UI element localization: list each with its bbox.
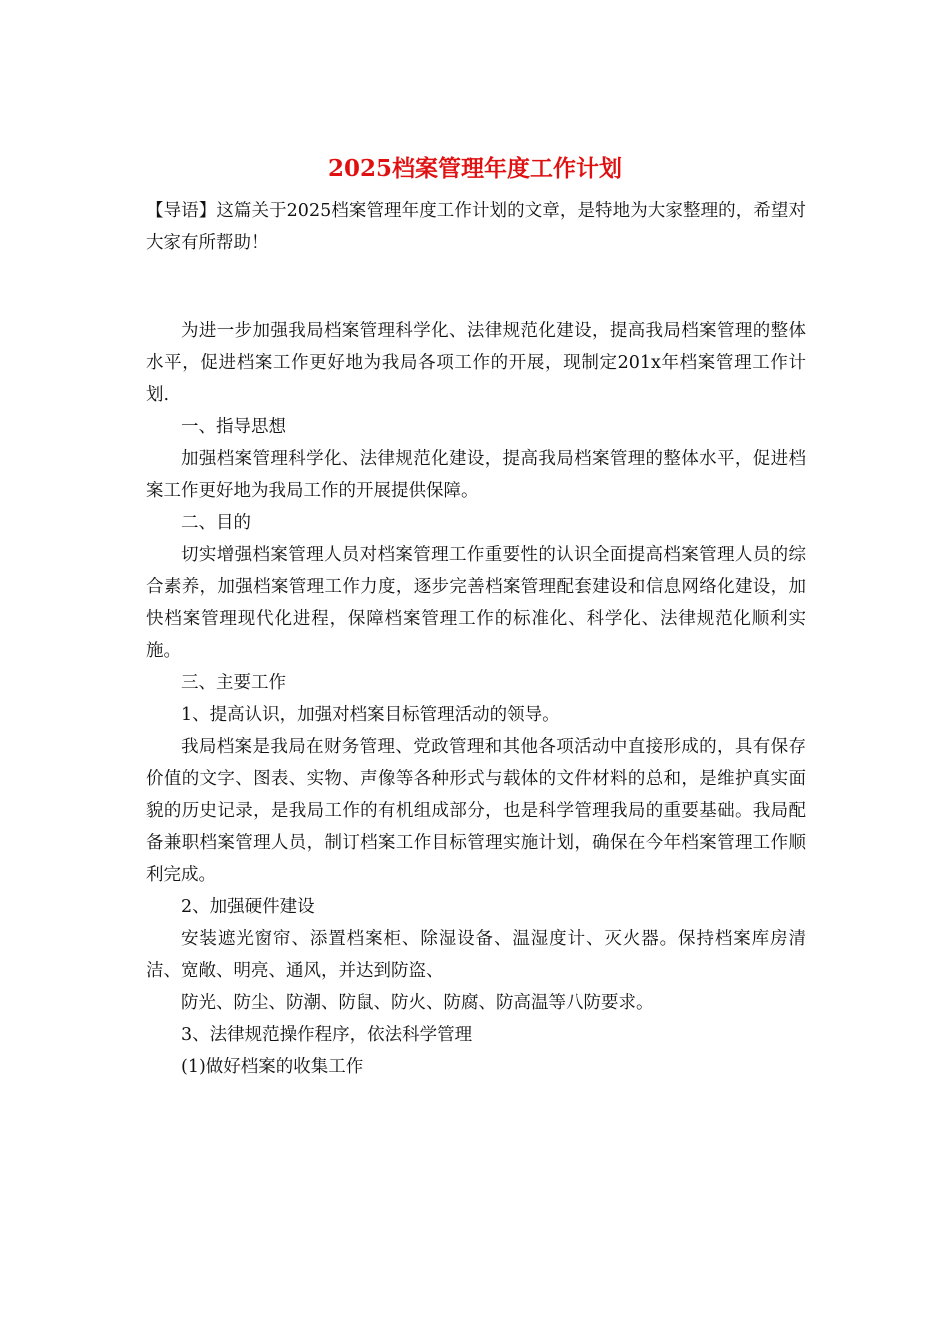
- heading-main-work: 三、主要工作: [181, 673, 286, 693]
- paragraph-opening: 为进一步加强我局档案管理科学化、法律规范化建设，提高我局档案管理的整体水平，促进档案工作更好地为我局各项工作的开展，现制定201x年档案管理工作计划.: [146, 321, 806, 405]
- heading-purpose: 二、目的: [181, 513, 251, 533]
- subheading-awareness: 1、提高认识，加强对档案目标管理活动的领导。: [181, 705, 560, 725]
- subheading-hardware: 2、加强硬件建设: [181, 897, 315, 917]
- subheading-procedures: 3、法律规范操作程序，依法科学管理: [181, 1025, 473, 1045]
- intro-paragraph: 【导语】这篇关于2025档案管理年度工作计划的文章，是特地为大家整理的，希望对大家有所帮助！: [146, 201, 806, 253]
- subheading-collection: (1)做好档案的收集工作: [181, 1057, 364, 1077]
- document-body: [146, 195, 806, 1083]
- heading-guiding-thought: 一、指导思想: [181, 417, 286, 437]
- paragraph-eight-protections: 防光、防尘、防潮、防鼠、防火、防腐、防高温等八防要求。: [181, 993, 654, 1013]
- paragraph-archives: 我局档案是我局在财务管理、党政管理和其他各项活动中直接形成的，具有保存价值的文字、图表、实物、声像等各种形式与载体的文件材料的总和，是维护真实面貌的历史记录，是我局工作的有机组成部分，也是科学管理我局的重要基础。我局配备兼职档案管理人员，制订档案工作目标管理实施计划，确保在今年档案管理工作顺利完成。: [146, 737, 806, 885]
- paragraph-hardware: 安装遮光窗帘、添置档案柜、除湿设备、温湿度计、灭火器。保持档案库房清洁、宽敞、明亮、通风，并达到防盗、: [146, 929, 806, 981]
- paragraph-guiding-thought: 加强档案管理科学化、法律规范化建设，提高我局档案管理的整体水平，促进档案工作更好地为我局工作的开展提供保障。: [146, 449, 806, 501]
- document-title: 2025档案管理年度工作计划: [327, 155, 622, 182]
- paragraph-purpose: 切实增强档案管理人员对档案管理工作重要性的认识全面提高档案管理人员的综合素养，加强档案管理工作力度，逐步完善档案管理配套建设和信息网络化建设，加快档案管理现代化进程，保障档案管理工作的标准化、科学化、法律规范化顺利实施。: [146, 545, 806, 661]
- spacer: [146, 259, 806, 315]
